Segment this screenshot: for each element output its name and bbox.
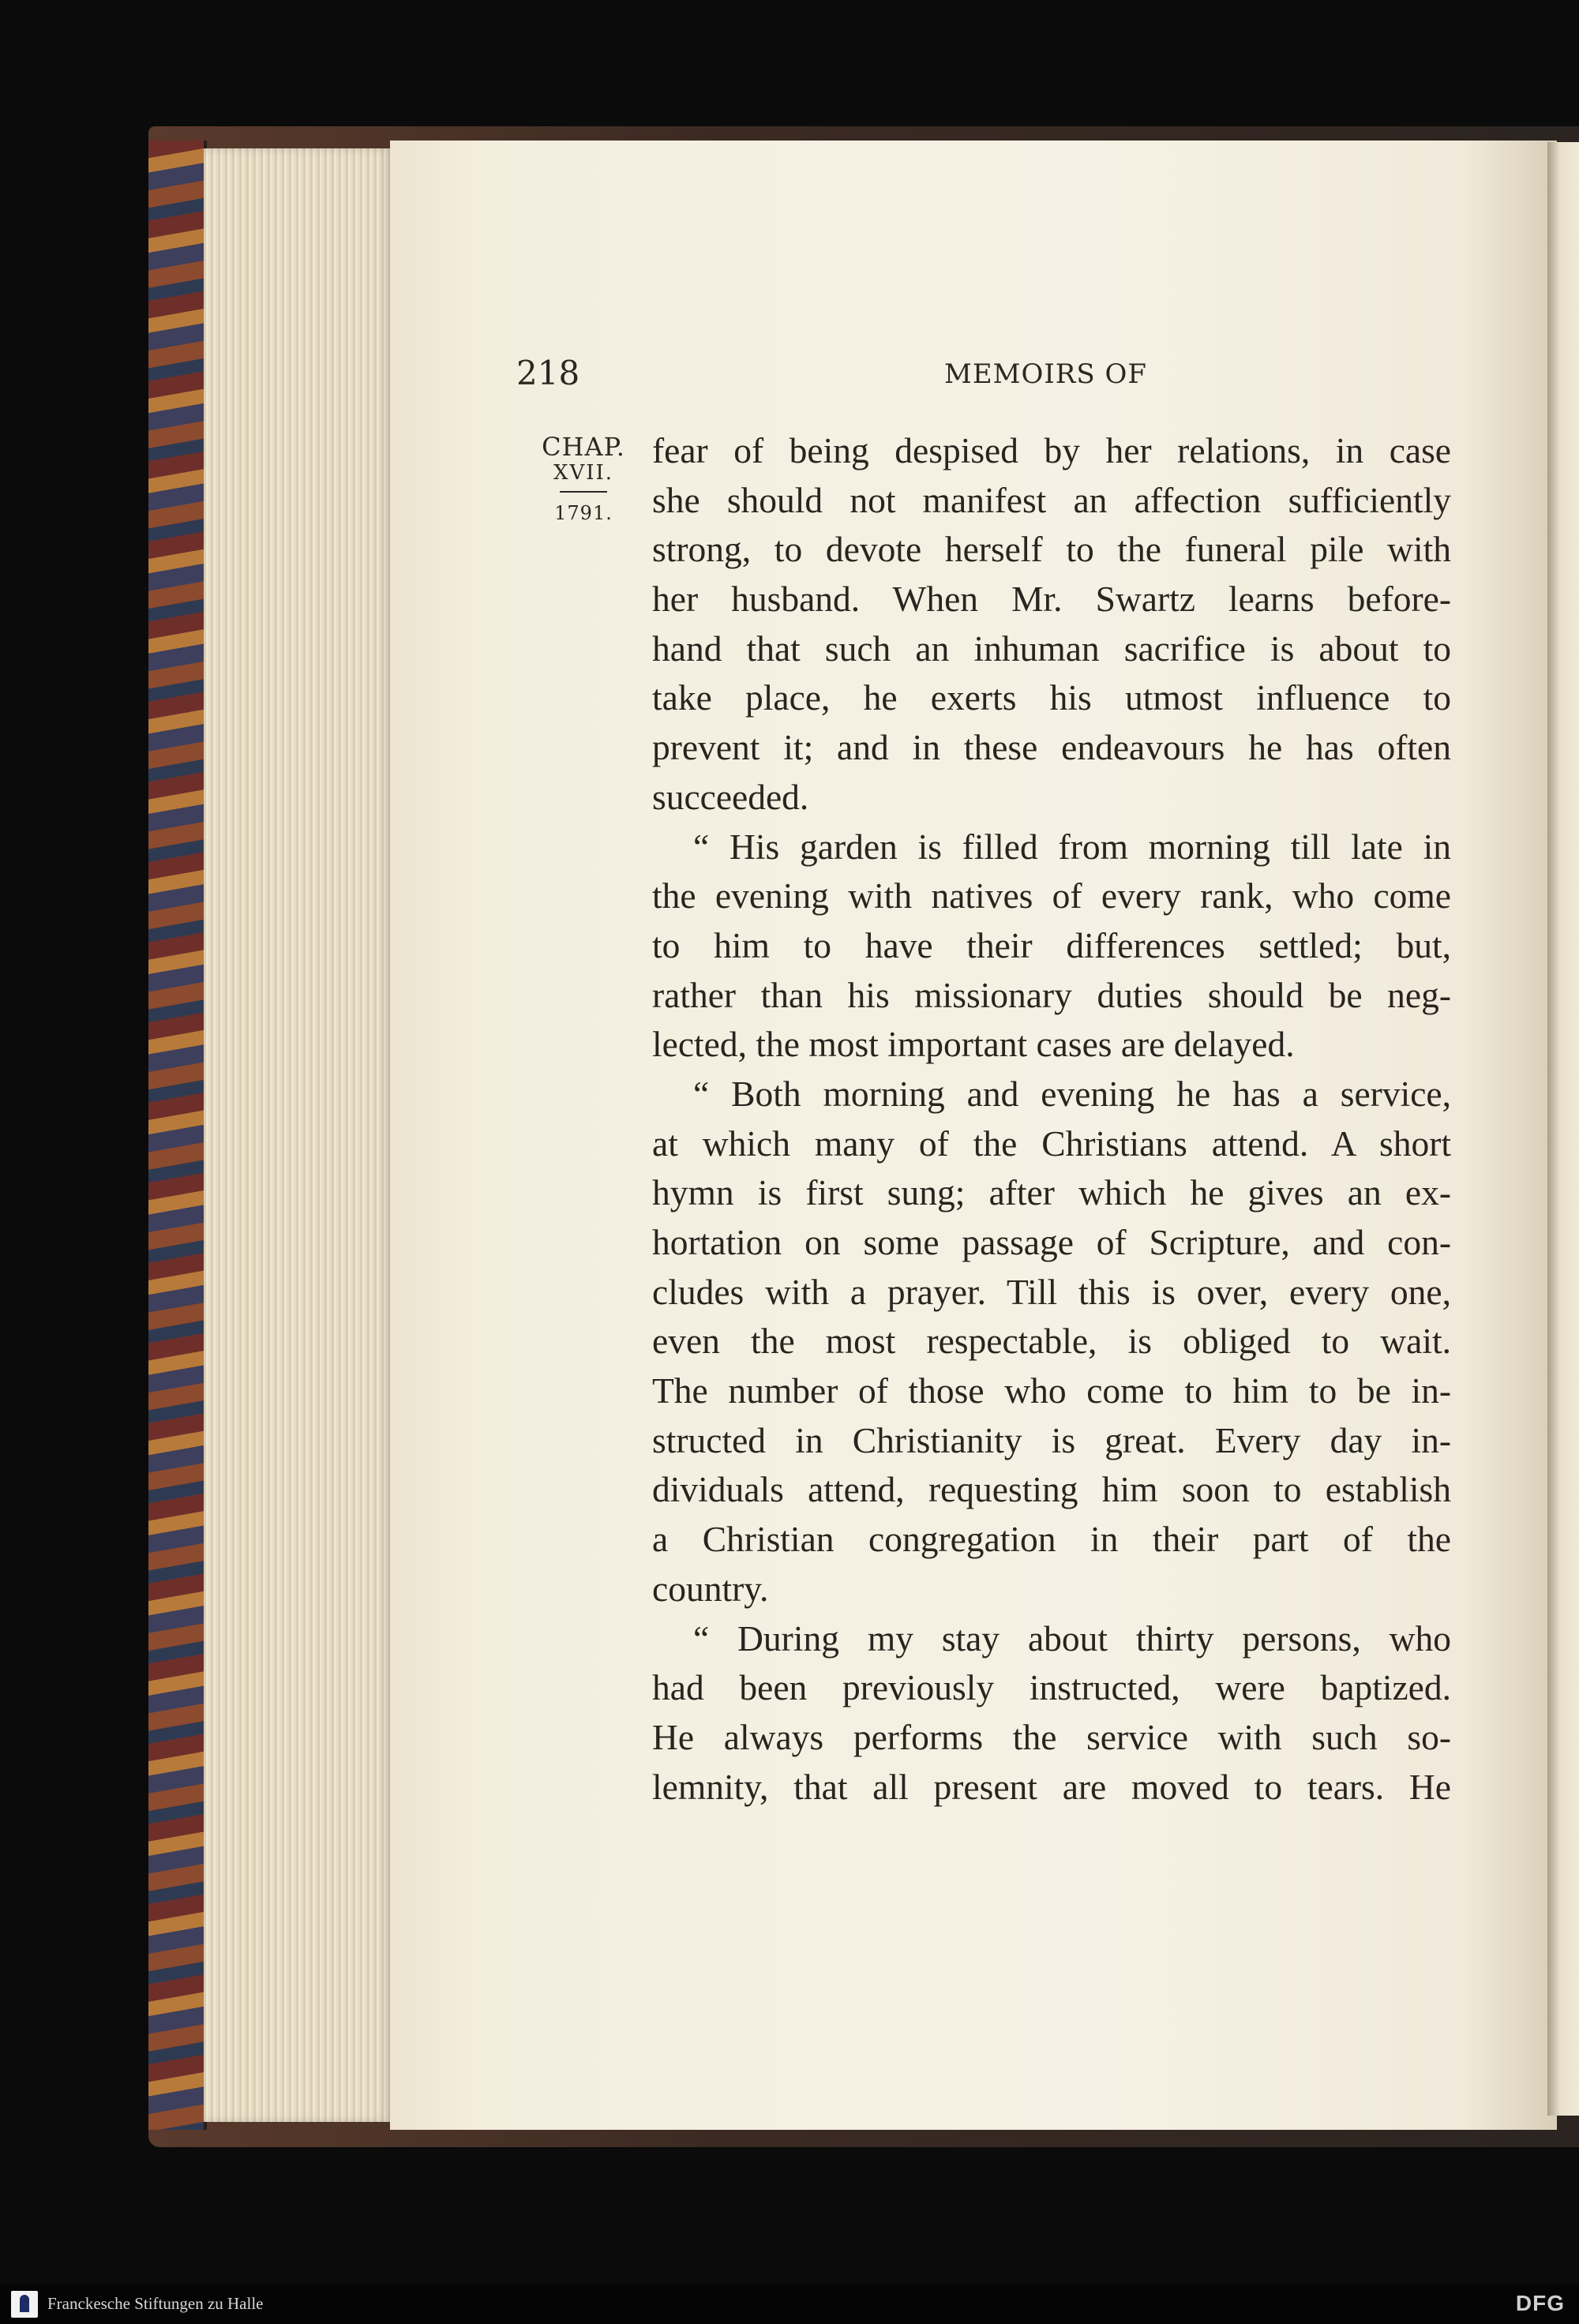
- dfg-logo: DFG: [1515, 2291, 1565, 2315]
- text-line: hand that such an inhuman sacrifice is about to: [652, 628, 1451, 669]
- text-line: “ During my stay about thirty persons, who: [693, 1617, 1451, 1659]
- text-line: “ His garden is filled from morning till late in: [693, 826, 1451, 867]
- page-edges: [204, 148, 393, 2122]
- text-line: rather than his missionary duties should be neg-: [652, 974, 1451, 1015]
- text-line: dividuals attend, requesting him soon to establish: [652, 1469, 1451, 1510]
- text-line: take place, he exerts his utmost influence to: [652, 677, 1451, 718]
- margin-note: [540, 433, 627, 524]
- text-line: her husband. When Mr. Swartz learns before-: [652, 579, 1451, 620]
- text-line: structed in Christianity is great. Every day in-: [652, 1419, 1451, 1460]
- text-line: lected, the most important cases are delayed.: [652, 1024, 1295, 1065]
- text-line: strong, to devote herself to the funeral pile with: [652, 529, 1451, 570]
- text-line: prevent it; and in these endeavours he has often: [652, 727, 1451, 768]
- text-line: hortation on some passage of Scripture, and con-: [652, 1222, 1451, 1262]
- text-line: to him to have their differences settled; but,: [652, 924, 1451, 965]
- page-number: 218: [516, 354, 580, 392]
- marbled-edge: [148, 141, 207, 2130]
- facing-page-edge: [1547, 142, 1579, 2116]
- text-line: He always performs the service with such so-: [652, 1716, 1451, 1757]
- text-line: fear of being despised by her relations, in case: [652, 430, 1451, 470]
- footer-institution: Franckesche Stiftungen zu Halle: [47, 2294, 264, 2313]
- text-line: even the most respectable, is obliged to wait.: [652, 1321, 1451, 1362]
- text-line: hymn is first sung; after which he gives an ex-: [652, 1172, 1451, 1213]
- running-head: MEMOIRS OF: [944, 358, 1147, 390]
- margin-chapter-number: XVII.: [553, 461, 614, 485]
- margin-year: 1791.: [554, 502, 613, 524]
- text-line: a Christian congregation in their part of the: [652, 1519, 1451, 1560]
- text-line: lemnity, that all present are moved to tears. He: [652, 1766, 1451, 1807]
- text-line: The number of those who come to him to be in-: [652, 1370, 1451, 1411]
- text-line: the evening with natives of every rank, who come: [652, 875, 1451, 916]
- text-line: she should not manifest an affection sufficiently: [652, 479, 1451, 520]
- institution-logo-icon: [11, 2291, 38, 2318]
- text-line: at which many of the Christians attend. A short: [652, 1123, 1451, 1164]
- text-line: had been previously instructed, were baptized.: [652, 1667, 1451, 1708]
- text-line: “ Both morning and evening he has a service,: [693, 1073, 1451, 1114]
- text-line: cludes with a prayer. Till this is over, every one,: [652, 1271, 1451, 1312]
- text-line: country.: [652, 1568, 769, 1609]
- margin-rule: [560, 491, 607, 493]
- text-line: succeeded.: [652, 776, 809, 817]
- margin-chap-label: CHAP.: [542, 432, 625, 462]
- page-header: [516, 354, 1456, 401]
- body-text: [652, 426, 1451, 1812]
